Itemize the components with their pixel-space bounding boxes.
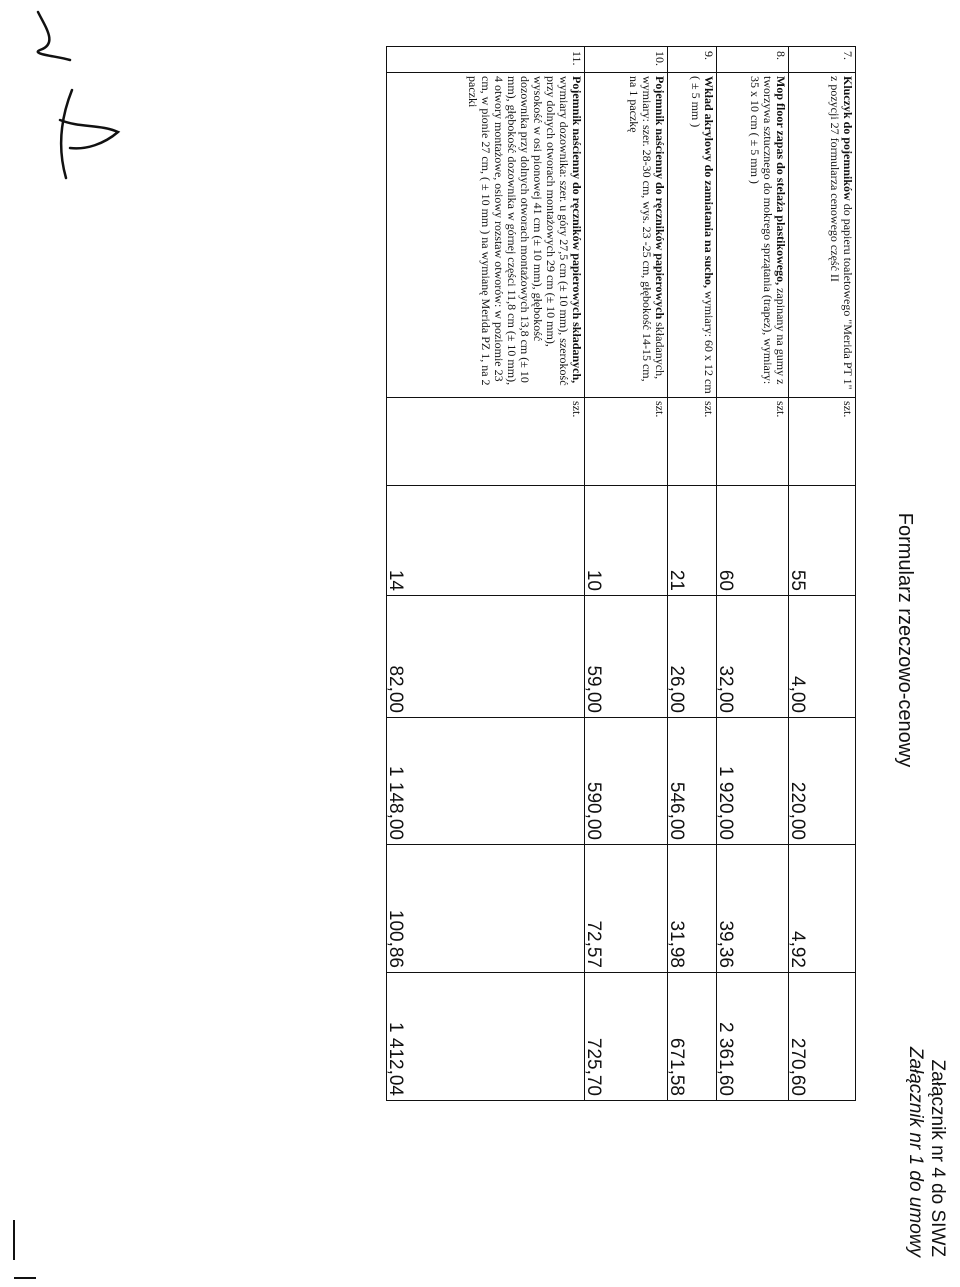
row-unit-net: 26,00	[668, 596, 717, 718]
row-name-rest: zapinany na gumy z tworzywa sztucznego do mokrego sprzątania (trapez), wymiary: 35 x 10 cm ( ± 5 mm )	[748, 76, 788, 385]
attachment-line: Załącznik nr 4 do SIWZ	[927, 1059, 948, 1257]
row-unit-net: 59,00	[585, 596, 668, 718]
table-row	[789, 47, 856, 1101]
row-unit: szt.	[789, 398, 856, 486]
row-description	[717, 73, 789, 398]
price-table	[386, 46, 856, 1101]
row-unit: szt.	[387, 398, 585, 486]
row-qty: 14	[387, 486, 585, 596]
row-description	[387, 73, 585, 398]
row-total-gross: 1 412,04	[387, 973, 585, 1101]
row-total-net: 590,00	[585, 718, 668, 845]
row-unit-gross: 39,36	[717, 845, 789, 973]
row-unit-net: 82,00	[387, 596, 585, 718]
row-lp: 8.	[717, 47, 789, 73]
row-name-bold: Pojemnik naścienny do ręczników papierowych	[653, 76, 667, 320]
row-unit: szt.	[668, 398, 717, 486]
row-total-gross: 270,60	[789, 973, 856, 1101]
row-unit-gross: 31,98	[668, 845, 717, 973]
row-unit-net: 4,00	[789, 596, 856, 718]
row-unit-gross: 72,57	[585, 845, 668, 973]
table-row	[668, 47, 717, 1101]
row-name-rest: wymiary: 60 x 12 cm ( ± 5 mm )	[689, 76, 716, 394]
row-description	[789, 73, 856, 398]
row-description	[585, 73, 668, 398]
row-lp: 11.	[387, 47, 585, 73]
table-row	[585, 47, 668, 1101]
row-name-bold: Mop floor zapas do stelaża plastikowego,	[774, 76, 788, 286]
handwritten-initials-mark	[0, 0, 130, 190]
row-total-net: 1 920,00	[717, 718, 789, 845]
row-lp: 7.	[789, 47, 856, 73]
row-total-net: 546,00	[668, 718, 717, 845]
row-unit: szt.	[585, 398, 668, 486]
row-unit: szt.	[717, 398, 789, 486]
row-qty: 21	[668, 486, 717, 596]
row-name-rest: składanych, wymiary: szer. 28-30 cm, wys. 23 -25 cm, głębokość 14-15 cm, na 1 paczkę	[627, 76, 667, 382]
form-title: Formularz rzeczowo-cenowy	[894, 512, 916, 768]
row-name-bold: Wkład akrylowy do zamiatania na sucho,	[702, 76, 716, 289]
row-unit-gross: 4,92	[789, 845, 856, 973]
row-total-gross: 671,58	[668, 973, 717, 1101]
agreement-line: Załącznik nr 1 do umowy	[905, 1046, 926, 1257]
row-qty: 60	[717, 486, 789, 596]
row-total-gross: 725,70	[585, 973, 668, 1101]
row-name-bold: Kluczyk do pojemników	[841, 76, 855, 201]
row-qty: 55	[789, 486, 856, 596]
table-row	[717, 47, 789, 1101]
row-unit-net: 32,00	[717, 596, 789, 718]
row-total-gross: 2 361,60	[717, 973, 789, 1101]
row-name-rest: wymiary dozownika: szer. u góry 27,5 cm (± 10 mm), szerokość przy dolnych otworach montażowych 29 cm (± 10 mm), wysokość w osi pionowej 41 cm (± 10 mm), głębokość dozownika przy dolnych otworach montażowych 13,8 cm (± 10 mm), głębokość dozownika w górnej części 11,8 cm (± 10 mm), 4 otwory montażowe, osiowy rozstaw otworów: w poziomie 23 cm, w pionie 27 cm, ( ± 10 mm ) na wymianę Merida PZ 1, na 2 paczki	[466, 76, 571, 386]
scan-edge-mark	[0, 1220, 40, 1280]
table-row	[387, 47, 585, 1101]
row-description	[668, 73, 717, 398]
row-unit-gross: 100,86	[387, 845, 585, 973]
row-total-net: 1 148,00	[387, 718, 585, 845]
row-qty: 10	[585, 486, 668, 596]
row-name-rest: do papieru toaletowego "Merida PT 1" z pozycji 27 formularza cenowego część II	[828, 76, 855, 390]
row-lp: 10.	[585, 47, 668, 73]
row-lp: 9.	[668, 47, 717, 73]
row-name-bold: Pojemnik naścienny do ręczników papierowych składanych,	[570, 76, 584, 384]
row-total-net: 220,00	[789, 718, 856, 845]
